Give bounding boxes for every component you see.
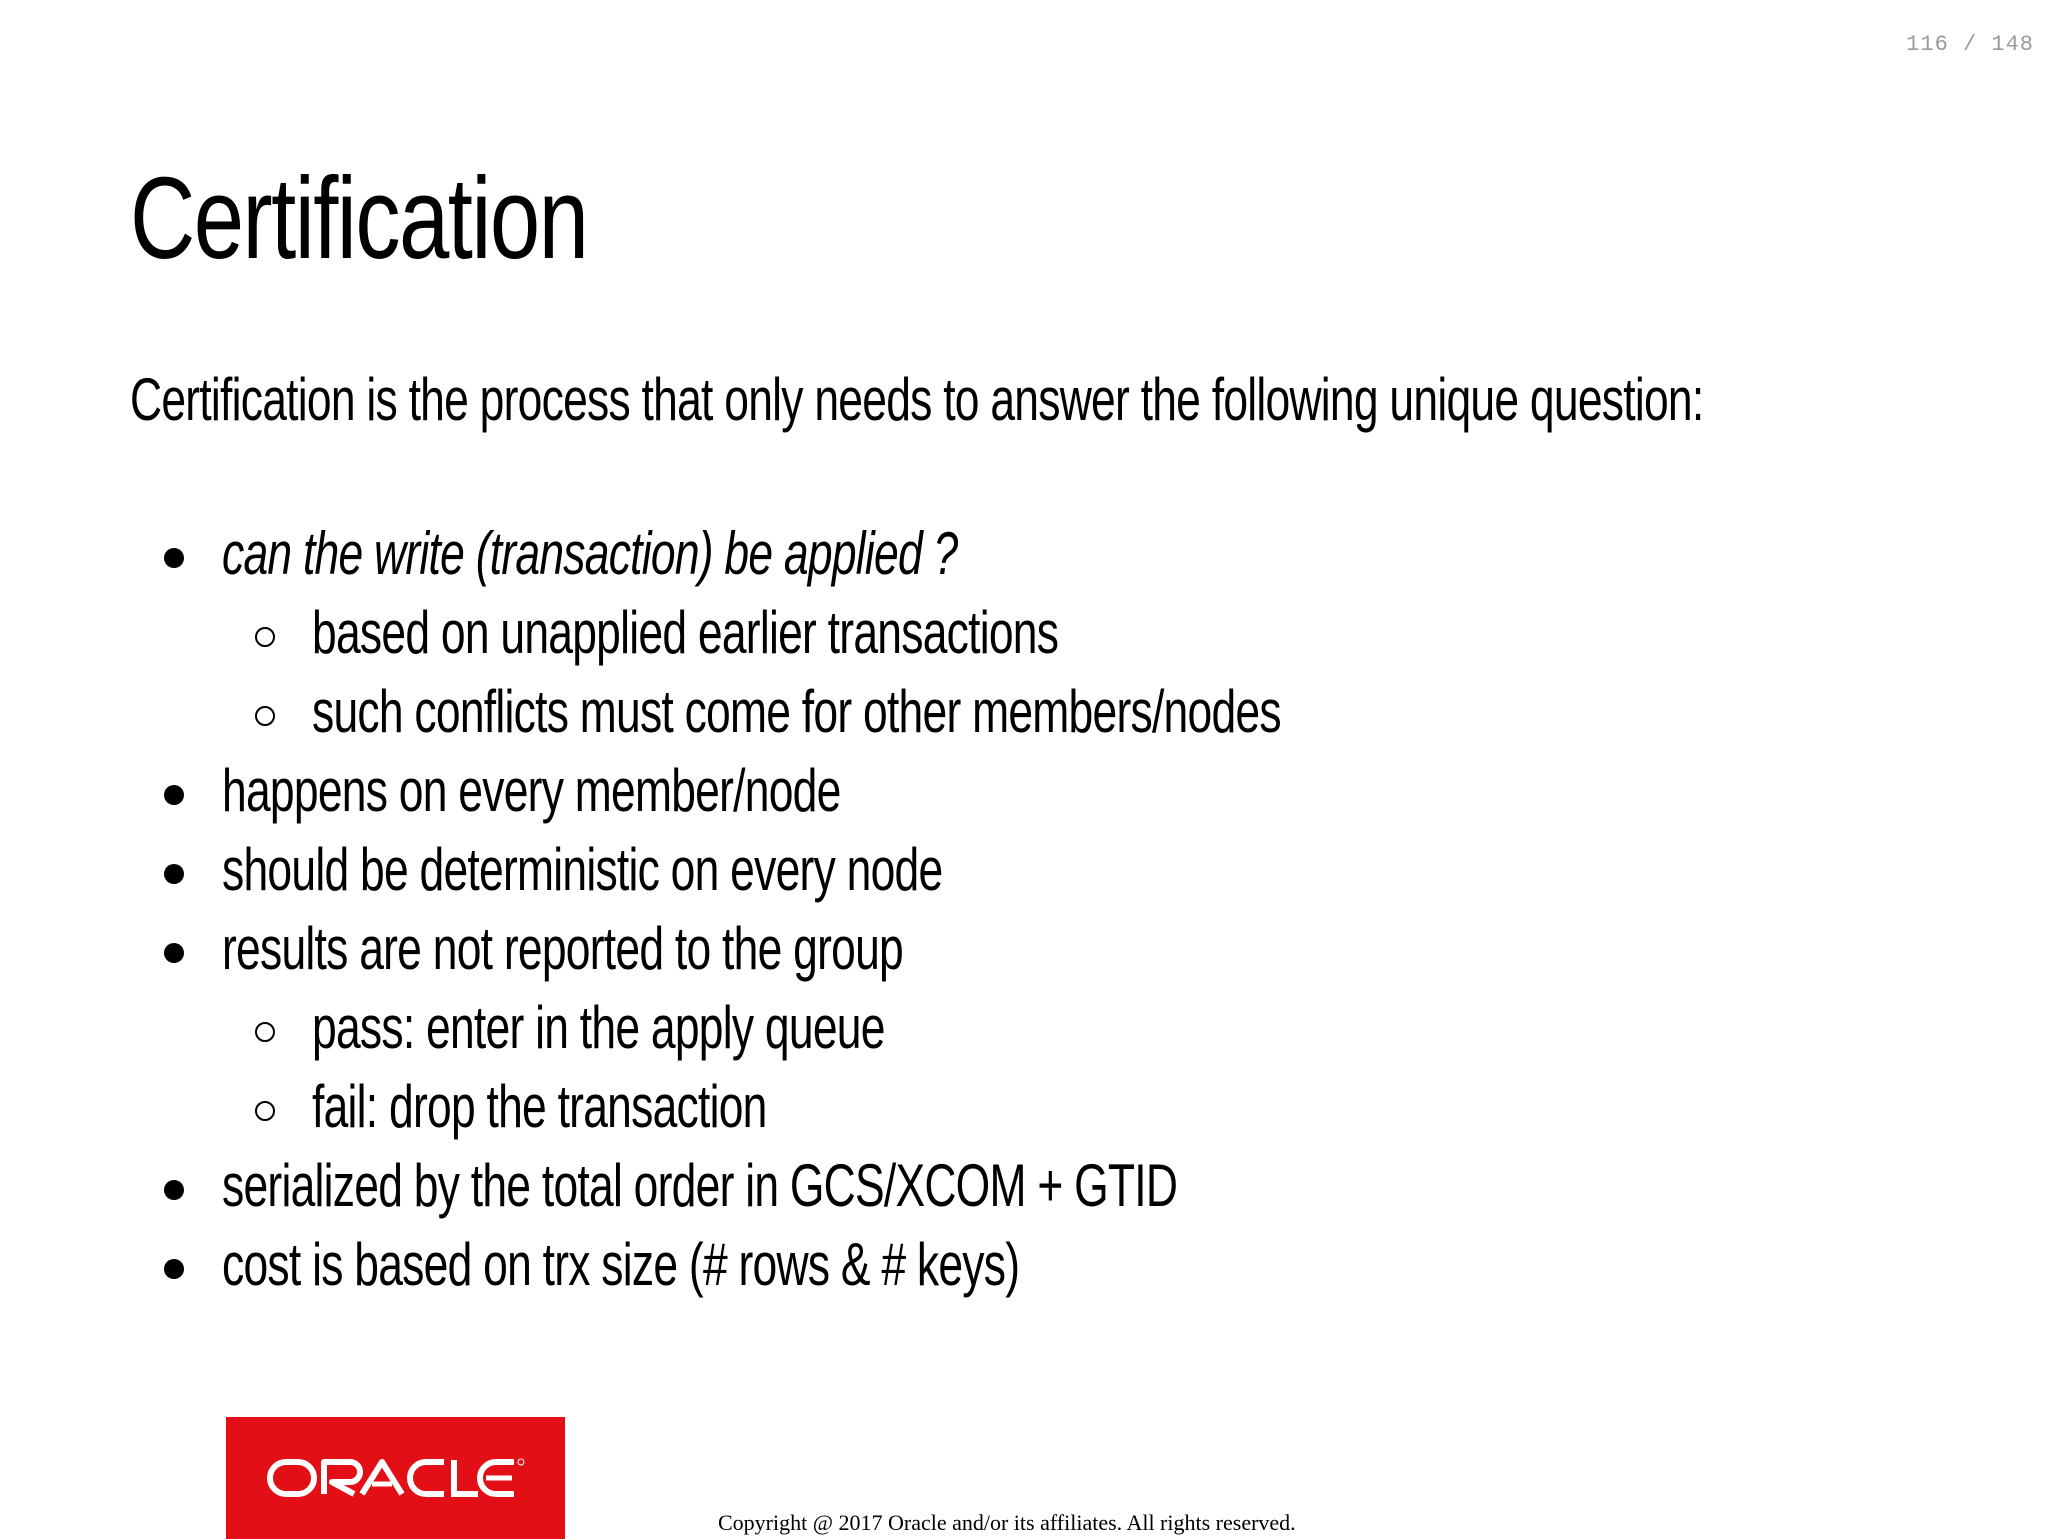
bullet-text: serialized by the total order in GCS/XCOM + GTID bbox=[222, 1152, 1178, 1219]
bullet-text: such conflicts must come for other members/nodes bbox=[312, 678, 1281, 745]
bullet-disc-icon bbox=[164, 864, 184, 884]
sub-bullet-item bbox=[0, 597, 2048, 676]
slide-title: Certification bbox=[130, 153, 588, 283]
bullet-text: results are not reported to the group bbox=[222, 915, 903, 982]
oracle-logo-wordmark bbox=[266, 1456, 526, 1500]
bullet-text: pass: enter in the apply queue bbox=[312, 994, 885, 1061]
bullet-circle-icon bbox=[255, 1022, 275, 1042]
copyright-notice: Copyright @ 2017 Oracle and/or its affiliates. All rights reserved. bbox=[718, 1510, 1296, 1535]
bullet-disc-icon bbox=[164, 785, 184, 805]
bullet-text: happens on every member/node bbox=[222, 757, 841, 824]
bullet-item bbox=[0, 1150, 2048, 1229]
bullet-circle-icon bbox=[255, 706, 275, 726]
bullet-item bbox=[0, 518, 2048, 597]
bullet-disc-icon bbox=[164, 943, 184, 963]
bullet-disc-icon bbox=[164, 1259, 184, 1279]
oracle-logo bbox=[226, 1417, 565, 1539]
bullet-text: fail: drop the transaction bbox=[312, 1073, 767, 1140]
bullet-item bbox=[0, 913, 2048, 992]
bullet-circle-icon bbox=[255, 627, 275, 647]
bullet-item bbox=[0, 755, 2048, 834]
intro-text: Certification is the process that only needs to answer the following unique question: bbox=[130, 366, 1704, 433]
bullet-disc-icon bbox=[164, 548, 184, 568]
bullet-item bbox=[0, 1229, 2048, 1308]
bullet-text: can the write (transaction) be applied ? bbox=[222, 520, 958, 587]
bullet-text: should be deterministic on every node bbox=[222, 836, 943, 903]
sub-bullet-item bbox=[0, 1071, 2048, 1150]
sub-bullet-item bbox=[0, 992, 2048, 1071]
bullet-text: based on unapplied earlier transactions bbox=[312, 599, 1059, 666]
bullet-item bbox=[0, 834, 2048, 913]
bullet-disc-icon bbox=[164, 1180, 184, 1200]
bullet-circle-icon bbox=[255, 1101, 275, 1121]
page-counter: 116 / 148 bbox=[1906, 32, 2034, 57]
sub-bullet-item bbox=[0, 676, 2048, 755]
bullet-text: cost is based on trx size (# rows & # keys) bbox=[222, 1231, 1020, 1298]
bullet-list bbox=[0, 518, 2048, 1308]
